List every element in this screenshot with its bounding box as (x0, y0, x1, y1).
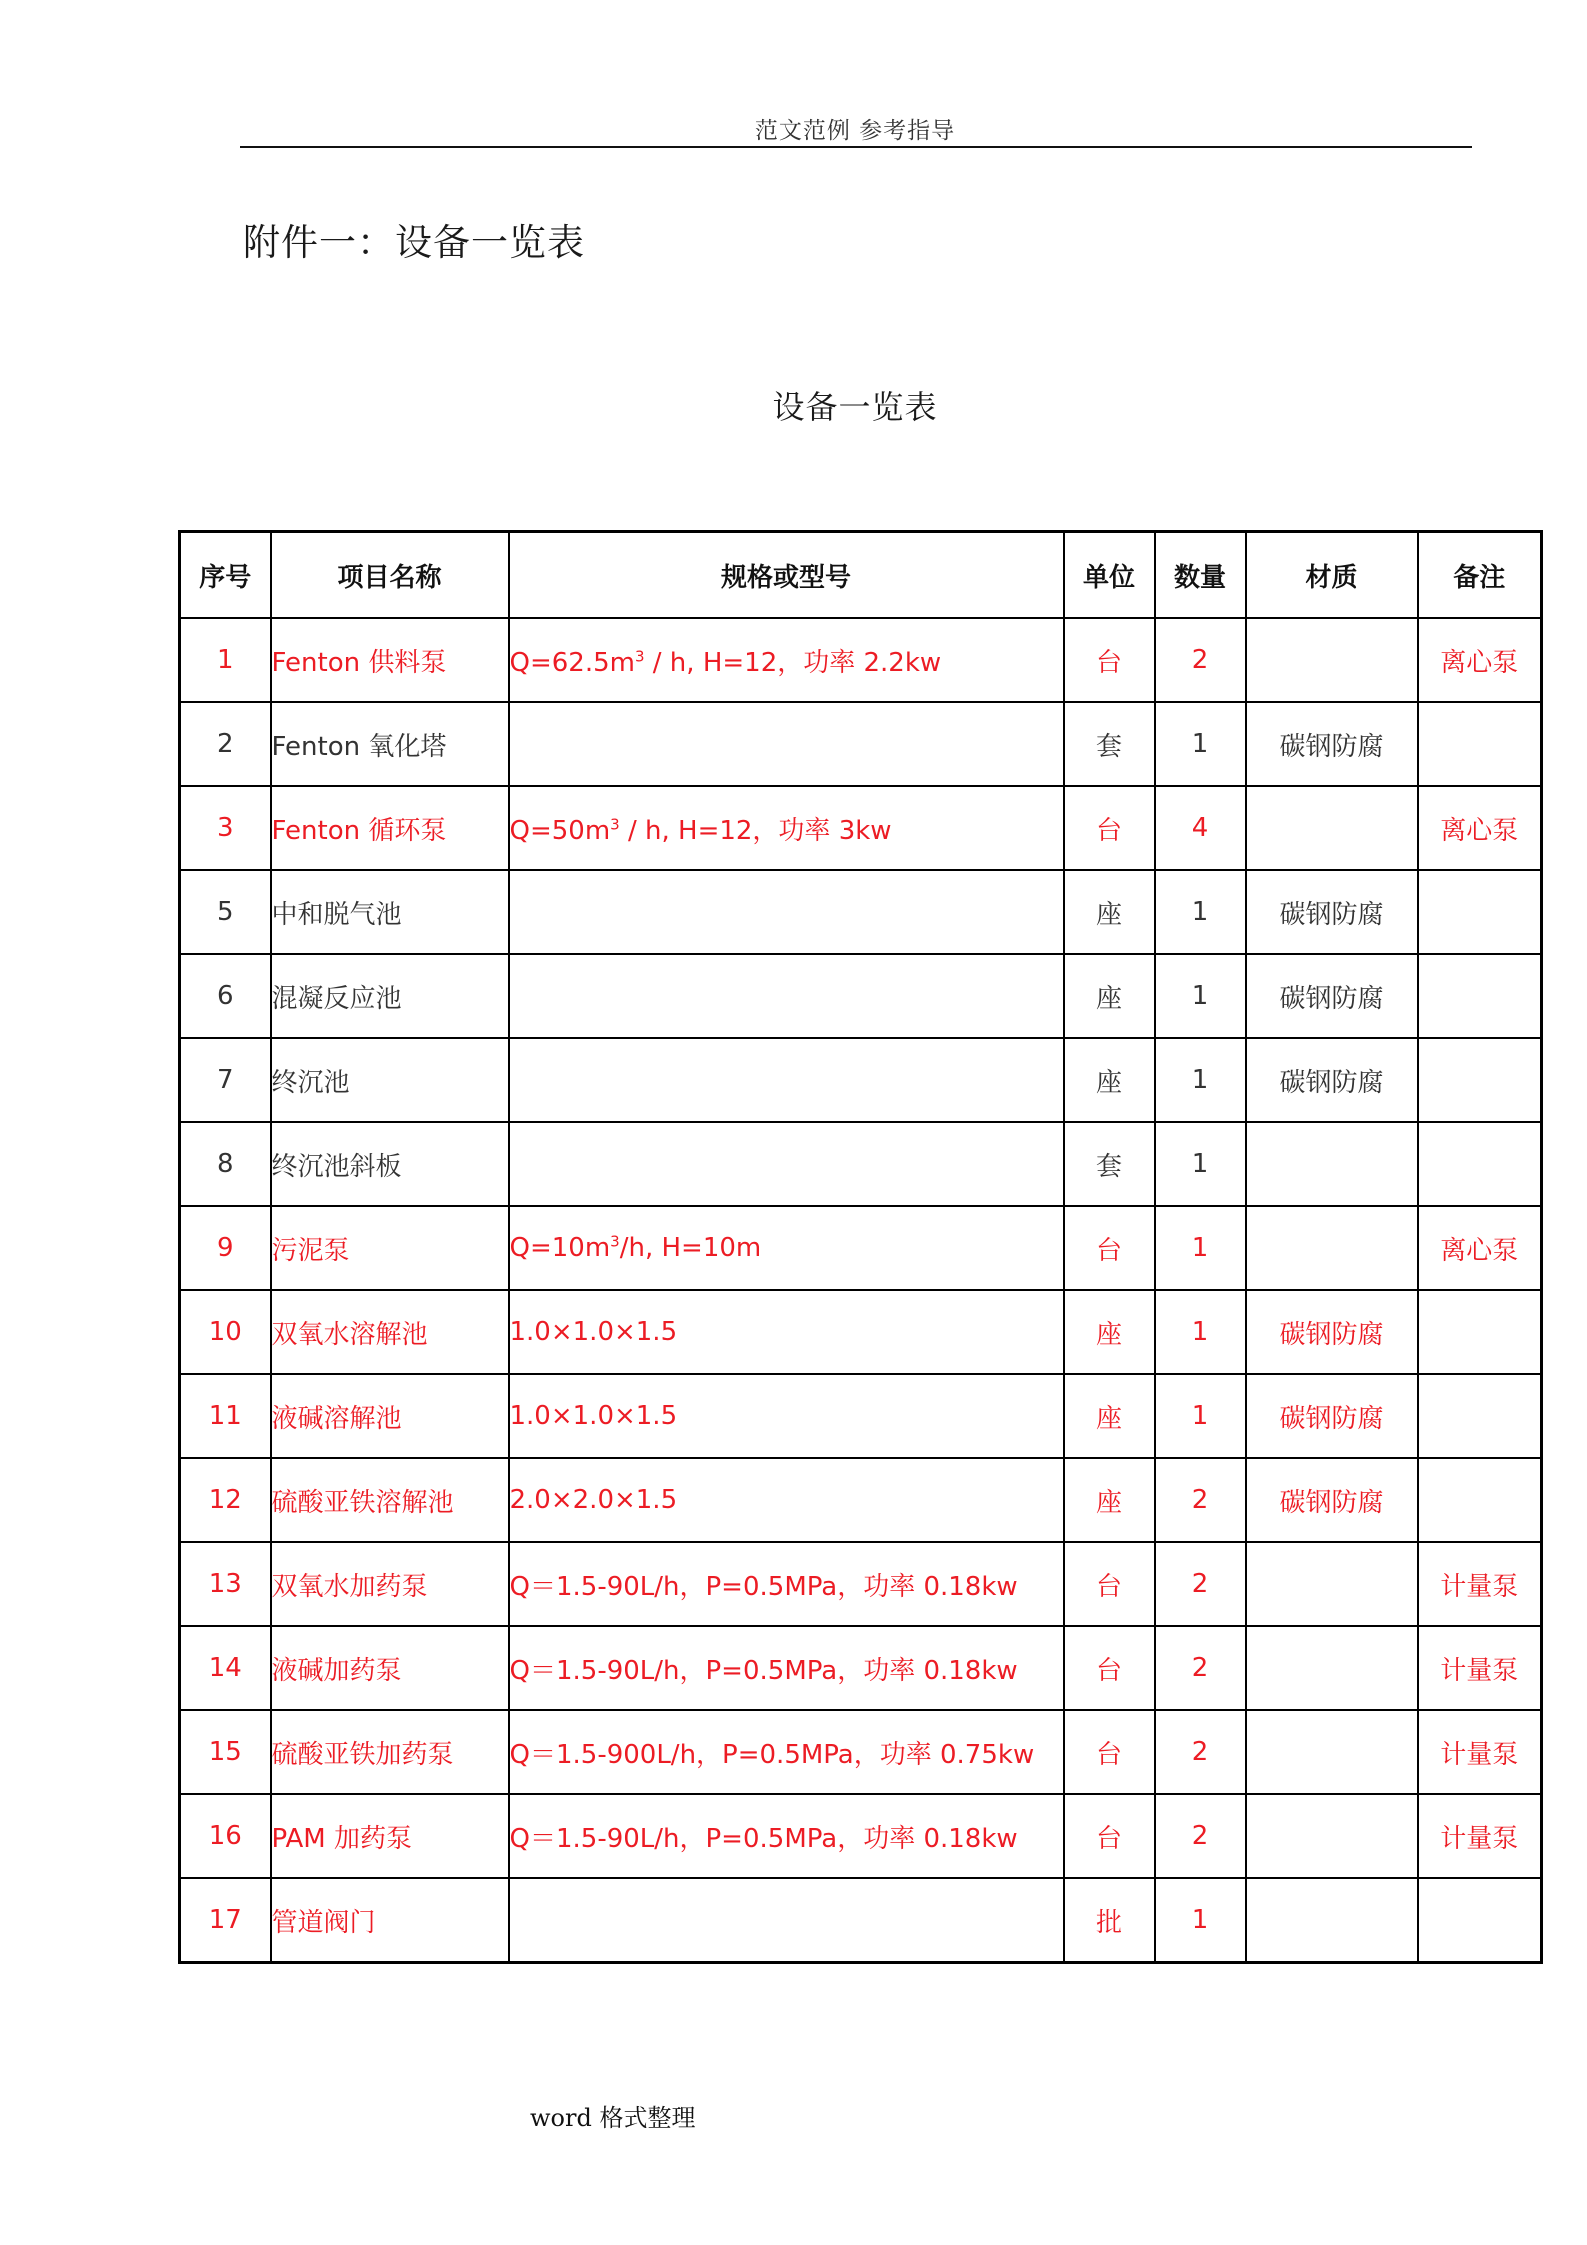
row-material: 碳钢防腐 (1246, 1458, 1418, 1542)
row-material: 碳钢防腐 (1246, 870, 1418, 954)
row-index: 12 (180, 1458, 271, 1542)
spec-superscript: 3 (610, 1232, 620, 1251)
row-index: 7 (180, 1038, 271, 1122)
row-note (1418, 1038, 1542, 1122)
table-row (180, 1038, 1542, 1122)
spec-text: Q＝1.5-90L/h，P=0.5MPa，功率 0.18kw (509, 1571, 1018, 1602)
row-name: Fenton 循环泵 (271, 786, 509, 870)
row-quantity: 2 (1155, 1458, 1246, 1542)
row-spec (509, 1122, 1064, 1206)
row-quantity: 1 (1155, 1290, 1246, 1374)
header-unit: 单位 (1064, 532, 1155, 619)
table-header-row (180, 532, 1542, 619)
attachment-title: 附件一：设备一览表 (243, 221, 585, 264)
row-unit: 台 (1064, 1542, 1155, 1626)
row-quantity: 1 (1155, 702, 1246, 786)
spec-tail: / h, H=12，功率 3kw (619, 815, 892, 846)
row-note (1418, 1458, 1542, 1542)
table-row (180, 1290, 1542, 1374)
row-spec (509, 1290, 1064, 1374)
row-spec (509, 618, 1064, 702)
row-name: 液碱加药泵 (271, 1626, 509, 1710)
spec-text: 1.0×1.0×1.5 (509, 1401, 678, 1431)
row-index: 11 (180, 1374, 271, 1458)
row-unit: 座 (1064, 1038, 1155, 1122)
row-unit: 台 (1064, 1626, 1155, 1710)
row-index: 6 (180, 954, 271, 1038)
row-unit: 座 (1064, 954, 1155, 1038)
row-quantity: 2 (1155, 1542, 1246, 1626)
row-name: 管道阀门 (271, 1878, 509, 1963)
row-index: 10 (180, 1290, 271, 1374)
row-unit: 台 (1064, 1710, 1155, 1794)
row-material (1246, 1878, 1418, 1963)
row-index: 8 (180, 1122, 271, 1206)
table-row (180, 702, 1542, 786)
row-unit: 套 (1064, 702, 1155, 786)
row-note (1418, 870, 1542, 954)
table-row (180, 1626, 1542, 1710)
row-note: 离心泵 (1418, 786, 1542, 870)
row-quantity: 2 (1155, 1710, 1246, 1794)
table-row (180, 1542, 1542, 1626)
row-spec (509, 1794, 1064, 1878)
row-index: 13 (180, 1542, 271, 1626)
row-unit: 座 (1064, 1374, 1155, 1458)
row-index: 2 (180, 702, 271, 786)
row-material (1246, 786, 1418, 870)
table-row (180, 1458, 1542, 1542)
table-row (180, 1710, 1542, 1794)
row-note (1418, 1122, 1542, 1206)
row-material: 碳钢防腐 (1246, 1038, 1418, 1122)
row-material: 碳钢防腐 (1246, 1374, 1418, 1458)
spec-text: 1.0×1.0×1.5 (509, 1317, 678, 1347)
row-material: 碳钢防腐 (1246, 702, 1418, 786)
row-name: 终沉池斜板 (271, 1122, 509, 1206)
row-unit: 台 (1064, 1206, 1155, 1290)
header-material: 材质 (1246, 532, 1418, 619)
row-unit: 座 (1064, 1458, 1155, 1542)
row-name: 终沉池 (271, 1038, 509, 1122)
table-row (180, 1374, 1542, 1458)
row-spec (509, 954, 1064, 1038)
table-row (180, 1794, 1542, 1878)
row-note (1418, 1878, 1542, 1963)
row-quantity: 2 (1155, 618, 1246, 702)
header-spec: 规格或型号 (509, 532, 1064, 619)
table-row (180, 870, 1542, 954)
header-note: 备注 (1418, 532, 1542, 619)
row-name: PAM 加药泵 (271, 1794, 509, 1878)
row-note: 计量泵 (1418, 1626, 1542, 1710)
row-index: 14 (180, 1626, 271, 1710)
table-row (180, 954, 1542, 1038)
row-quantity: 1 (1155, 954, 1246, 1038)
row-unit: 台 (1064, 618, 1155, 702)
row-spec (509, 1458, 1064, 1542)
spec-text: 2.0×2.0×1.5 (509, 1485, 678, 1515)
header-quantity: 数量 (1155, 532, 1246, 619)
row-index: 5 (180, 870, 271, 954)
row-material (1246, 1794, 1418, 1878)
row-quantity: 2 (1155, 1626, 1246, 1710)
row-spec (509, 702, 1064, 786)
row-note (1418, 1290, 1542, 1374)
table-row (180, 1878, 1542, 1963)
row-index: 1 (180, 618, 271, 702)
row-unit: 座 (1064, 1290, 1155, 1374)
row-spec (509, 1626, 1064, 1710)
row-note (1418, 954, 1542, 1038)
row-unit: 批 (1064, 1878, 1155, 1963)
row-note: 离心泵 (1418, 1206, 1542, 1290)
row-quantity: 1 (1155, 870, 1246, 954)
row-note (1418, 702, 1542, 786)
row-name: Fenton 氧化塔 (271, 702, 509, 786)
row-material: 碳钢防腐 (1246, 1290, 1418, 1374)
spec-text: Q＝1.5-900L/h，P=0.5MPa，功率 0.75kw (509, 1739, 1035, 1770)
table-row (180, 1122, 1542, 1206)
row-note (1418, 1374, 1542, 1458)
row-quantity: 2 (1155, 1794, 1246, 1878)
header-divider (240, 146, 1472, 148)
row-index: 3 (180, 786, 271, 870)
row-name: 液碱溶解池 (271, 1374, 509, 1458)
row-spec (509, 1206, 1064, 1290)
row-name: Fenton 供料泵 (271, 618, 509, 702)
row-note: 计量泵 (1418, 1542, 1542, 1626)
table-row (180, 618, 1542, 702)
row-note: 计量泵 (1418, 1794, 1542, 1878)
row-spec (509, 1710, 1064, 1794)
row-material: 碳钢防腐 (1246, 954, 1418, 1038)
spec-superscript: 3 (634, 646, 645, 665)
table-title: 设备一览表 (772, 388, 938, 426)
row-quantity: 1 (1155, 1206, 1246, 1290)
spec-tail: /h, H=10m (619, 1233, 762, 1263)
spec-text: Q=50m (509, 815, 611, 846)
row-name: 硫酸亚铁加药泵 (271, 1710, 509, 1794)
spec-text: Q＝1.5-90L/h，P=0.5MPa，功率 0.18kw (509, 1655, 1018, 1686)
equipment-table (178, 530, 1543, 1964)
row-spec (509, 1038, 1064, 1122)
row-quantity: 1 (1155, 1038, 1246, 1122)
row-spec (509, 870, 1064, 954)
row-index: 17 (180, 1878, 271, 1963)
row-index: 15 (180, 1710, 271, 1794)
spec-text: Q=10m (509, 1233, 611, 1263)
row-unit: 台 (1064, 786, 1155, 870)
row-spec (509, 786, 1064, 870)
row-unit: 套 (1064, 1122, 1155, 1206)
row-name: 污泥泵 (271, 1206, 509, 1290)
row-material (1246, 1122, 1418, 1206)
row-index: 16 (180, 1794, 271, 1878)
table-row (180, 1206, 1542, 1290)
row-name: 中和脱气池 (271, 870, 509, 954)
page-header: 范文范例 参考指导 (754, 118, 956, 144)
row-name: 双氧水溶解池 (271, 1290, 509, 1374)
row-material (1246, 1710, 1418, 1794)
row-spec (509, 1374, 1064, 1458)
row-quantity: 1 (1155, 1122, 1246, 1206)
row-name: 混凝反应池 (271, 954, 509, 1038)
row-name: 双氧水加药泵 (271, 1542, 509, 1626)
spec-text: Q＝1.5-90L/h，P=0.5MPa，功率 0.18kw (509, 1823, 1018, 1854)
row-material (1246, 1626, 1418, 1710)
table-row (180, 786, 1542, 870)
spec-superscript: 3 (610, 814, 620, 833)
row-material (1246, 618, 1418, 702)
row-spec (509, 1542, 1064, 1626)
row-unit: 台 (1064, 1794, 1155, 1878)
row-unit: 座 (1064, 870, 1155, 954)
row-material (1246, 1206, 1418, 1290)
row-quantity: 1 (1155, 1374, 1246, 1458)
header-index: 序号 (180, 532, 271, 619)
row-note: 离心泵 (1418, 618, 1542, 702)
row-quantity: 1 (1155, 1878, 1246, 1963)
row-quantity: 4 (1155, 786, 1246, 870)
row-spec (509, 1878, 1064, 1963)
page-footer: word 格式整理 (530, 2104, 696, 2132)
row-note: 计量泵 (1418, 1710, 1542, 1794)
spec-text: Q=62.5m (509, 647, 635, 678)
spec-tail: / h, H=12，功率 2.2kw (644, 647, 942, 678)
row-index: 9 (180, 1206, 271, 1290)
header-name: 项目名称 (271, 532, 509, 619)
row-material (1246, 1542, 1418, 1626)
row-name: 硫酸亚铁溶解池 (271, 1458, 509, 1542)
